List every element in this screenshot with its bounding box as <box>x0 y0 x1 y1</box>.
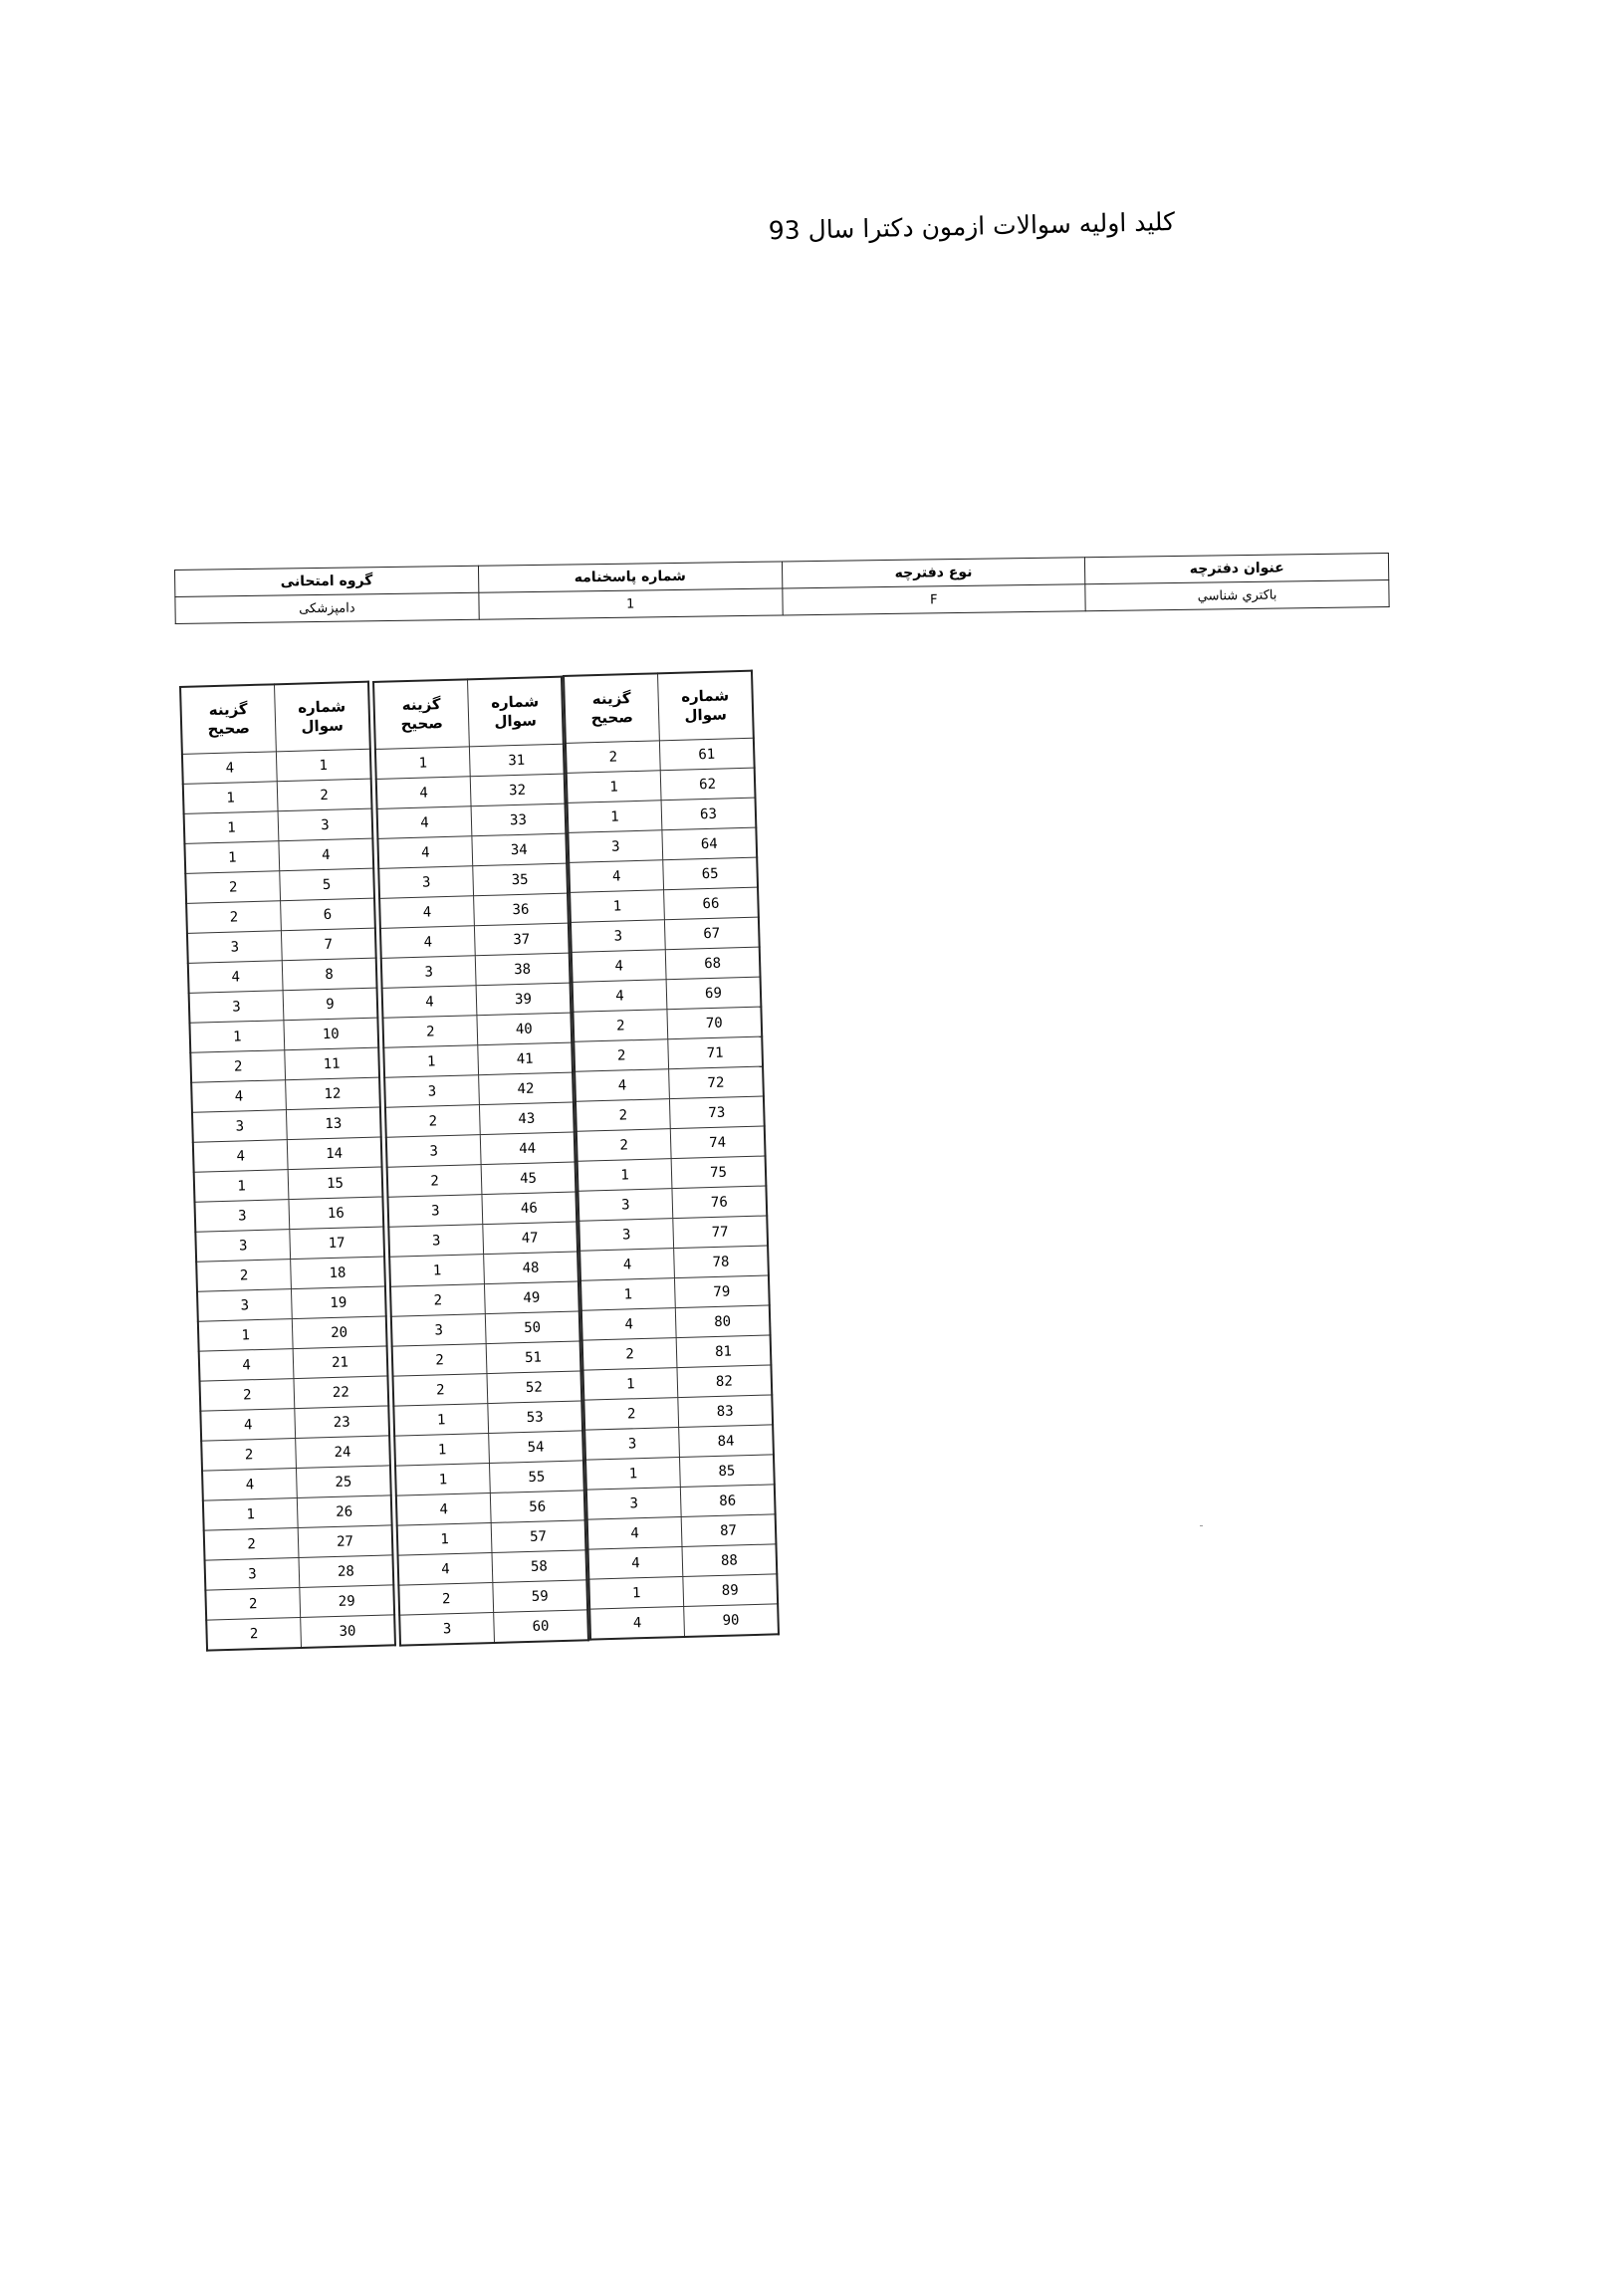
question-number: 57 <box>491 1520 585 1553</box>
question-number: 24 <box>296 1436 390 1469</box>
header-correct-answer <box>180 684 276 754</box>
question-number: 66 <box>664 887 759 920</box>
question-number: 59 <box>493 1580 587 1613</box>
correct-answer: 4 <box>581 1308 676 1341</box>
answer-sheet-number-value: 1 <box>479 588 783 619</box>
correct-answer: 1 <box>375 747 470 780</box>
header-question-number <box>467 677 563 747</box>
correct-answer: 2 <box>387 1165 482 1198</box>
header-answer-word-2: صحیح <box>207 719 251 739</box>
question-number: 17 <box>290 1227 384 1260</box>
header-question-word-1: شماره <box>297 697 346 717</box>
correct-answer: 3 <box>391 1314 486 1347</box>
question-number: 69 <box>666 977 761 1010</box>
question-number: 32 <box>470 774 565 806</box>
question-number: 50 <box>485 1311 579 1344</box>
question-number: 70 <box>667 1007 762 1039</box>
correct-answer: 2 <box>577 1129 671 1162</box>
question-number: 86 <box>680 1485 775 1517</box>
question-number: 29 <box>300 1585 394 1618</box>
question-number: 52 <box>487 1371 581 1404</box>
header-question-word-2: سوال <box>494 711 538 731</box>
question-number: 80 <box>675 1305 770 1338</box>
correct-answer: 2 <box>382 1016 477 1048</box>
correct-answer: 1 <box>397 1523 492 1556</box>
correct-answer: 4 <box>182 752 277 785</box>
question-number: 1 <box>276 749 370 782</box>
header-answer-word-2: صحیح <box>400 714 444 734</box>
question-number: 22 <box>294 1376 388 1409</box>
header-answer-word-1: گزینه <box>208 700 248 720</box>
correct-answer: 3 <box>205 1557 300 1590</box>
question-number: 31 <box>469 744 564 777</box>
question-number: 67 <box>664 917 759 950</box>
correct-answer: 1 <box>389 1255 484 1287</box>
question-number: 10 <box>284 1018 378 1050</box>
question-number: 68 <box>665 947 760 980</box>
answer-header-row <box>180 682 370 755</box>
question-number: 61 <box>659 738 754 771</box>
question-number: 21 <box>293 1346 387 1379</box>
correct-answer: 1 <box>394 1434 489 1467</box>
correct-answer: 4 <box>588 1546 683 1579</box>
question-number: 79 <box>674 1275 769 1308</box>
question-number: 85 <box>679 1455 774 1488</box>
correct-answer: 3 <box>197 1289 292 1322</box>
question-number: 73 <box>669 1096 764 1129</box>
question-number: 4 <box>279 838 373 871</box>
header-question-word-1: شماره <box>680 686 730 706</box>
question-number: 83 <box>678 1395 773 1428</box>
correct-answer: 1 <box>395 1464 490 1496</box>
correct-answer: 1 <box>393 1404 488 1437</box>
correct-answer: 3 <box>192 1110 287 1143</box>
question-number: 54 <box>489 1431 583 1464</box>
correct-answer: 4 <box>376 777 471 809</box>
correct-answer: 1 <box>567 771 661 804</box>
question-number: 8 <box>282 958 376 991</box>
answer-header-row <box>373 677 564 750</box>
correct-answer: 1 <box>184 811 279 844</box>
question-number: 84 <box>679 1425 774 1458</box>
question-number: 35 <box>473 863 568 896</box>
correct-answer: 3 <box>584 1428 679 1461</box>
answer-table-3 <box>563 670 780 1641</box>
question-number: 28 <box>299 1555 393 1588</box>
header-question-number <box>274 682 369 752</box>
question-number: 11 <box>285 1047 379 1080</box>
correct-answer: 1 <box>184 841 279 874</box>
correct-answer: 4 <box>377 806 472 839</box>
correct-answer: 2 <box>574 1039 668 1072</box>
question-number: 90 <box>684 1604 779 1637</box>
question-number: 14 <box>287 1137 381 1170</box>
correct-answer: 4 <box>380 926 475 959</box>
question-number: 75 <box>671 1156 766 1189</box>
question-number: 47 <box>483 1222 577 1255</box>
question-number: 89 <box>683 1574 778 1607</box>
correct-answer: 4 <box>377 836 472 869</box>
question-number: 77 <box>673 1216 768 1249</box>
correct-answer: 1 <box>183 782 278 814</box>
question-number: 18 <box>291 1257 385 1289</box>
header-answer-word-2: صحیح <box>590 708 634 728</box>
correct-answer: 4 <box>200 1409 295 1442</box>
question-number: 55 <box>489 1461 583 1493</box>
question-number: 72 <box>669 1066 764 1099</box>
correct-answer: 4 <box>572 950 666 983</box>
correct-answer: 3 <box>189 991 284 1024</box>
correct-answer: 4 <box>191 1080 286 1113</box>
correct-answer: 2 <box>186 901 281 934</box>
question-number: 76 <box>672 1186 767 1219</box>
question-number: 36 <box>474 893 569 926</box>
question-number: 51 <box>486 1341 580 1374</box>
correct-answer: 4 <box>575 1069 669 1102</box>
table-row <box>206 1615 395 1651</box>
correct-answer: 3 <box>568 830 662 863</box>
correct-answer: 2 <box>398 1582 493 1615</box>
correct-answer: 2 <box>200 1379 295 1412</box>
correct-answer: 2 <box>573 1010 667 1042</box>
question-number: 53 <box>488 1401 582 1434</box>
header-answer-sheet-number: شماره پاسخنامه <box>478 562 782 592</box>
header-correct-answer <box>373 679 469 749</box>
correct-answer: 4 <box>188 961 283 994</box>
answer-header-row <box>564 671 754 744</box>
question-number: 25 <box>296 1466 390 1498</box>
question-number: 62 <box>660 768 755 801</box>
table-row <box>589 1604 779 1640</box>
correct-answer: 3 <box>571 920 665 953</box>
correct-answer: 1 <box>585 1458 680 1491</box>
booklet-info-table <box>174 553 1390 624</box>
correct-answer: 1 <box>568 801 662 833</box>
question-number: 15 <box>288 1167 382 1200</box>
question-number: 6 <box>281 898 375 931</box>
correct-answer: 2 <box>201 1439 296 1472</box>
header-answer-word-1: گزینه <box>591 689 631 709</box>
question-number: 56 <box>490 1491 584 1523</box>
question-number: 12 <box>286 1077 380 1110</box>
question-number: 33 <box>471 804 566 836</box>
correct-answer: 2 <box>390 1284 485 1317</box>
question-number: 26 <box>297 1495 391 1528</box>
booklet-type-value: F <box>782 584 1085 615</box>
correct-answer: 2 <box>392 1344 487 1377</box>
header-exam-group: گروه امتحانی <box>175 566 479 596</box>
correct-answer: 4 <box>199 1349 294 1382</box>
correct-answer: 2 <box>205 1587 300 1620</box>
correct-answer: 4 <box>398 1552 493 1585</box>
correct-answer: 4 <box>587 1517 682 1550</box>
correct-answer: 4 <box>589 1606 684 1639</box>
question-number: 2 <box>277 779 371 811</box>
question-number: 37 <box>474 923 569 956</box>
table-row <box>399 1610 588 1646</box>
correct-answer: 3 <box>577 1189 672 1222</box>
question-number: 13 <box>286 1107 380 1140</box>
correct-answer: 3 <box>194 1200 289 1233</box>
question-number: 60 <box>494 1610 588 1643</box>
header-correct-answer <box>564 673 659 743</box>
question-number: 41 <box>478 1042 573 1075</box>
correct-answer: 3 <box>399 1612 494 1645</box>
correct-answer: 1 <box>588 1576 683 1609</box>
question-number: 9 <box>283 988 377 1021</box>
answer-table-1 <box>179 681 396 1652</box>
question-number: 27 <box>298 1525 392 1558</box>
header-booklet-type: نوع دفترچه <box>782 558 1085 588</box>
correct-answer: 4 <box>193 1140 288 1173</box>
question-number: 44 <box>480 1132 575 1165</box>
correct-answer: 2 <box>204 1528 299 1561</box>
correct-answer: 4 <box>202 1469 297 1501</box>
page-title: کلید اولیه سوالات ازمون دکترا سال 93 <box>768 207 1176 246</box>
correct-answer: 3 <box>381 956 476 989</box>
correct-answer: 1 <box>577 1159 672 1192</box>
correct-answer: 1 <box>194 1170 289 1203</box>
question-number: 46 <box>482 1192 577 1225</box>
question-number: 16 <box>289 1197 383 1230</box>
correct-answer: 2 <box>566 741 660 774</box>
question-number: 19 <box>291 1286 385 1319</box>
correct-answer: 2 <box>190 1050 285 1083</box>
question-number: 30 <box>301 1615 395 1648</box>
correct-answer: 3 <box>388 1225 483 1258</box>
correct-answer: 3 <box>387 1195 482 1228</box>
question-number: 34 <box>472 833 567 866</box>
header-answer-word-1: گزینه <box>401 695 441 715</box>
question-number: 5 <box>280 868 374 901</box>
answer-table-2 <box>372 676 589 1647</box>
correct-answer: 2 <box>385 1105 480 1138</box>
correct-answer: 2 <box>583 1398 678 1431</box>
correct-answer: 1 <box>580 1278 675 1311</box>
header-question-word-2: سوال <box>684 705 728 725</box>
correct-answer: 2 <box>393 1374 488 1407</box>
correct-answer: 4 <box>379 896 474 929</box>
question-number: 88 <box>682 1544 777 1577</box>
question-number: 3 <box>278 808 372 841</box>
correct-answer: 1 <box>203 1498 298 1531</box>
header-booklet-title: عنوان دفترچه <box>1085 553 1389 583</box>
question-number: 65 <box>663 857 758 890</box>
correct-answer: 1 <box>383 1045 478 1078</box>
exam-group-value: دامپزشکی <box>175 592 479 623</box>
question-number: 64 <box>662 827 757 860</box>
question-number: 58 <box>492 1550 586 1583</box>
question-number: 82 <box>677 1365 772 1398</box>
booklet-title-value: باکتري شناسي <box>1085 579 1389 610</box>
correct-answer: 3 <box>195 1230 290 1263</box>
question-number: 81 <box>676 1335 771 1368</box>
correct-answer: 2 <box>582 1338 677 1371</box>
question-number: 78 <box>674 1246 769 1278</box>
correct-answer: 3 <box>187 931 282 964</box>
correct-answer: 3 <box>586 1488 681 1520</box>
correct-answer: 4 <box>573 980 667 1013</box>
question-number: 48 <box>484 1252 578 1284</box>
correct-answer: 4 <box>382 986 477 1019</box>
question-number: 38 <box>475 953 570 986</box>
correct-answer: 4 <box>579 1249 674 1281</box>
header-question-number <box>657 671 753 741</box>
question-number: 23 <box>295 1406 389 1439</box>
correct-answer: 4 <box>396 1493 491 1526</box>
header-question-word-1: شماره <box>490 692 540 712</box>
question-number: 39 <box>476 983 571 1016</box>
question-number: 45 <box>481 1162 576 1195</box>
correct-answer: 2 <box>185 871 280 904</box>
correct-answer: 3 <box>378 866 473 899</box>
correct-answer: 3 <box>578 1219 673 1252</box>
correct-answer: 4 <box>569 860 663 893</box>
header-question-word-2: سوال <box>301 716 345 736</box>
correct-answer: 3 <box>386 1135 481 1168</box>
question-number: 49 <box>484 1281 578 1314</box>
question-number: 63 <box>661 798 756 830</box>
question-number: 20 <box>292 1316 386 1349</box>
question-number: 7 <box>281 928 375 961</box>
question-number: 43 <box>479 1102 574 1135</box>
scan-speck <box>1200 1525 1203 1526</box>
correct-answer: 2 <box>576 1099 670 1132</box>
question-number: 42 <box>479 1072 574 1105</box>
question-number: 40 <box>477 1013 572 1045</box>
correct-answer: 1 <box>198 1319 293 1352</box>
question-number: 87 <box>681 1514 776 1547</box>
correct-answer: 1 <box>570 890 664 923</box>
correct-answer: 1 <box>583 1368 678 1401</box>
question-number: 71 <box>668 1036 763 1069</box>
correct-answer: 1 <box>189 1021 284 1053</box>
correct-answer: 2 <box>196 1260 291 1292</box>
correct-answer: 2 <box>206 1617 301 1650</box>
correct-answer: 3 <box>384 1075 479 1108</box>
question-number: 74 <box>670 1126 765 1159</box>
